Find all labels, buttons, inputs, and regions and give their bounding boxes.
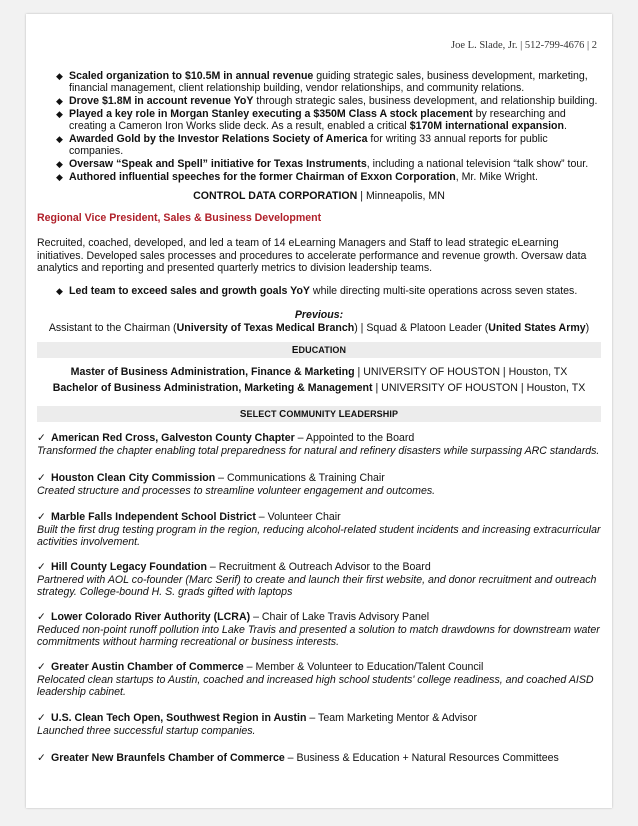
- community-title: [37, 511, 601, 524]
- heading-rest: DUCATION: [298, 345, 347, 355]
- achievement-item: [37, 171, 601, 183]
- community-item: [37, 511, 601, 549]
- resume-page: [26, 14, 612, 808]
- community-role: – Business & Education + Natural Resources Committees: [284, 752, 559, 764]
- previous-roles: [37, 322, 601, 335]
- role-bullet: [37, 285, 601, 297]
- community-item: [37, 432, 601, 457]
- company-name: CONTROL DATA CORPORATION: [193, 190, 358, 202]
- achievement-highlight: Authored influential speeches for the former Chairman of Exxon Corporation: [69, 170, 456, 183]
- heading-letter: C: [279, 409, 287, 420]
- achievement-highlight: Drove $1.8M in account revenue YoY: [69, 95, 254, 108]
- previous-label: Previous:: [294, 309, 344, 321]
- achievement-text: for writing 33 annual reports for public companies.: [69, 132, 548, 158]
- community-title: [37, 611, 601, 624]
- heading-rest: OMMUNITY: [286, 409, 339, 419]
- community-org: Greater New Braunfels Chamber of Commerce: [51, 752, 285, 764]
- diamond-bullet-icon: ◆: [56, 108, 63, 119]
- community-role: – Communications & Training Chair: [215, 472, 385, 484]
- previous-org-2: United States Army: [488, 321, 586, 334]
- degree-line: [37, 366, 601, 379]
- community-title: [37, 752, 601, 765]
- community-org: Houston Clean City Commission: [51, 472, 216, 484]
- community-org: Hill County Legacy Foundation: [51, 561, 207, 573]
- company-location: | Minneapolis, MN: [357, 190, 445, 202]
- community-org: Greater Austin Chamber of Commerce: [51, 661, 244, 673]
- community-title: [37, 712, 601, 725]
- community-item: [37, 611, 601, 649]
- company-line: [37, 190, 601, 203]
- diamond-bullet-icon: ◆: [56, 96, 63, 107]
- community-org: Lower Colorado River Authority (LCRA): [51, 611, 251, 623]
- degree-line: [37, 382, 601, 395]
- role-bullet-list: [37, 285, 601, 298]
- achievement-highlight: Scaled organization to $10.5M in annual revenue: [69, 70, 314, 82]
- community-role: – Volunteer Chair: [255, 511, 341, 523]
- heading-letter: S: [239, 409, 247, 420]
- community-item: [37, 712, 601, 737]
- heading-rest: EADERSHIP: [344, 409, 399, 419]
- education-heading: [37, 342, 601, 358]
- achievement-list: [37, 70, 601, 183]
- role-title: Regional Vice President, Sales & Business Development: [37, 212, 322, 224]
- previous-text-e: ): [585, 321, 590, 334]
- diamond-bullet-icon: ◆: [56, 133, 63, 144]
- achievement-highlight: Awarded Gold by the Investor Relations Society of America: [69, 132, 368, 145]
- diamond-bullet-icon: ◆: [56, 286, 63, 296]
- achievement-text: guiding strategic sales, business development, marketing, financial management, client relationship building, vendor relationships, and community relations.: [69, 70, 588, 95]
- achievement-tail: .: [563, 120, 567, 133]
- degree-school: | UNIVERSITY OF HOUSTON | Houston, TX: [354, 366, 568, 378]
- checkmark-icon: ✓: [37, 611, 46, 623]
- community-item: [37, 472, 601, 497]
- community-role: – Appointed to the Board: [294, 432, 415, 444]
- checkmark-icon: ✓: [37, 561, 46, 573]
- checkmark-icon: ✓: [37, 712, 46, 724]
- achievement-highlight-2: $170M international expansion: [409, 120, 564, 133]
- community-title: [37, 432, 601, 445]
- role-bullet-text: while directing multi-site operations across seven states.: [309, 285, 578, 297]
- heading-rest: ELECT: [246, 409, 280, 419]
- community-item: [37, 661, 601, 699]
- achievement-item: [37, 133, 601, 158]
- achievement-text: , including a national television “talk show” tour.: [366, 158, 589, 171]
- heading-letter: L: [338, 409, 345, 420]
- community-description: Partnered with AOL co-founder (Marc Serif) to create and launch their first website, and donor recruitment and outreach strategy. College-bound H. S. grads gifted with laptops: [37, 573, 597, 599]
- previous-block: [37, 309, 601, 334]
- checkmark-icon: ✓: [37, 661, 46, 673]
- community-role: – Chair of Lake Travis Advisory Panel: [250, 611, 430, 623]
- page-header: Joe L. Slade, Jr. | 512-799-4676 | 2: [451, 40, 597, 51]
- community-org: Marble Falls Independent School District: [51, 511, 256, 523]
- community-title: [37, 472, 601, 485]
- achievement-item: [37, 158, 601, 170]
- diamond-bullet-icon: ◆: [56, 171, 63, 182]
- checkmark-icon: ✓: [37, 511, 46, 523]
- community-description: Relocated clean startups to Austin, coached and increased high school students' college readiness, and coached AISD leadership cabinet.: [37, 673, 594, 699]
- community-description: Transformed the chapter enabling total preparedness for natural and refinery disasters while surpassing ARC standards.: [37, 444, 600, 457]
- community-org: U.S. Clean Tech Open, Southwest Region in Austin: [51, 712, 307, 724]
- community-role: – Recruitment & Outreach Advisor to the Board: [206, 561, 431, 573]
- community-org: American Red Cross, Galveston County Chapter: [51, 432, 295, 444]
- achievement-item: [37, 108, 601, 133]
- achievement-item: [37, 95, 601, 107]
- achievement-highlight: Played a key role in Morgan Stanley executing a $350M Class A stock placement: [69, 107, 473, 120]
- community-item: [37, 561, 601, 599]
- degree-school: | UNIVERSITY OF HOUSTON | Houston, TX: [372, 381, 586, 394]
- education-list: [37, 366, 601, 394]
- community-description: Reduced non-point runoff pollution into Lake Travis and presented a solution to match drawdowns for downstream water commitments without harming recreational or business interests.: [37, 623, 600, 649]
- achievement-item: [37, 70, 601, 95]
- checkmark-icon: ✓: [37, 432, 46, 444]
- previous-text-a: Assistant to the Chairman (: [48, 321, 177, 334]
- community-heading: [37, 406, 601, 422]
- checkmark-icon: ✓: [37, 752, 46, 764]
- community-description: Built the first drug testing program in the region, reducing alcohol-related student incidents and increasing extracurricular activities involvement.: [37, 523, 601, 549]
- degree-title: Bachelor of Business Administration, Marketing & Management: [52, 381, 373, 394]
- achievement-text: , Mr. Mike Wright.: [455, 170, 538, 183]
- role-paragraph: Recruited, coached, developed, and led a team of 14 eLearning Managers and Staff to lead strategic eLearning initiatives. Developed sales processes and procedures to accelerate performance and revenue growth. Oversaw data analytics and reporting and presented quarterly metrics to division leadership teams.: [37, 237, 587, 275]
- achievement-highlight: Oversaw “Speak and Spell” initiative for Texas Instruments: [69, 158, 367, 171]
- community-title: [37, 661, 601, 674]
- achievement-text: by researching and creating a Cameron Iron Works slide deck. As a result, enabled a critical: [69, 107, 566, 133]
- community-role: – Team Marketing Mentor & Advisor: [306, 712, 478, 724]
- previous-org-1: University of Texas Medical Branch: [176, 321, 355, 334]
- community-description: Created structure and processes to streamline volunteer engagement and outcomes.: [37, 484, 436, 497]
- community-title: [37, 561, 601, 574]
- diamond-bullet-icon: ◆: [56, 71, 63, 81]
- heading-letter: E: [291, 345, 299, 356]
- checkmark-icon: ✓: [37, 472, 46, 484]
- community-item: [37, 752, 601, 765]
- previous-text-c: ) | Squad & Platoon Leader (: [354, 321, 489, 334]
- degree-title: Master of Business Administration, Finance & Marketing: [70, 366, 355, 378]
- achievement-text: through strategic sales, business development, and relationship building.: [253, 95, 598, 108]
- role-bullet-highlight: Led team to exceed sales and growth goals YoY: [69, 285, 310, 297]
- community-description: Launched three successful startup companies.: [37, 724, 256, 737]
- community-role: – Member & Volunteer to Education/Talent Council: [243, 661, 484, 673]
- diamond-bullet-icon: ◆: [56, 159, 63, 170]
